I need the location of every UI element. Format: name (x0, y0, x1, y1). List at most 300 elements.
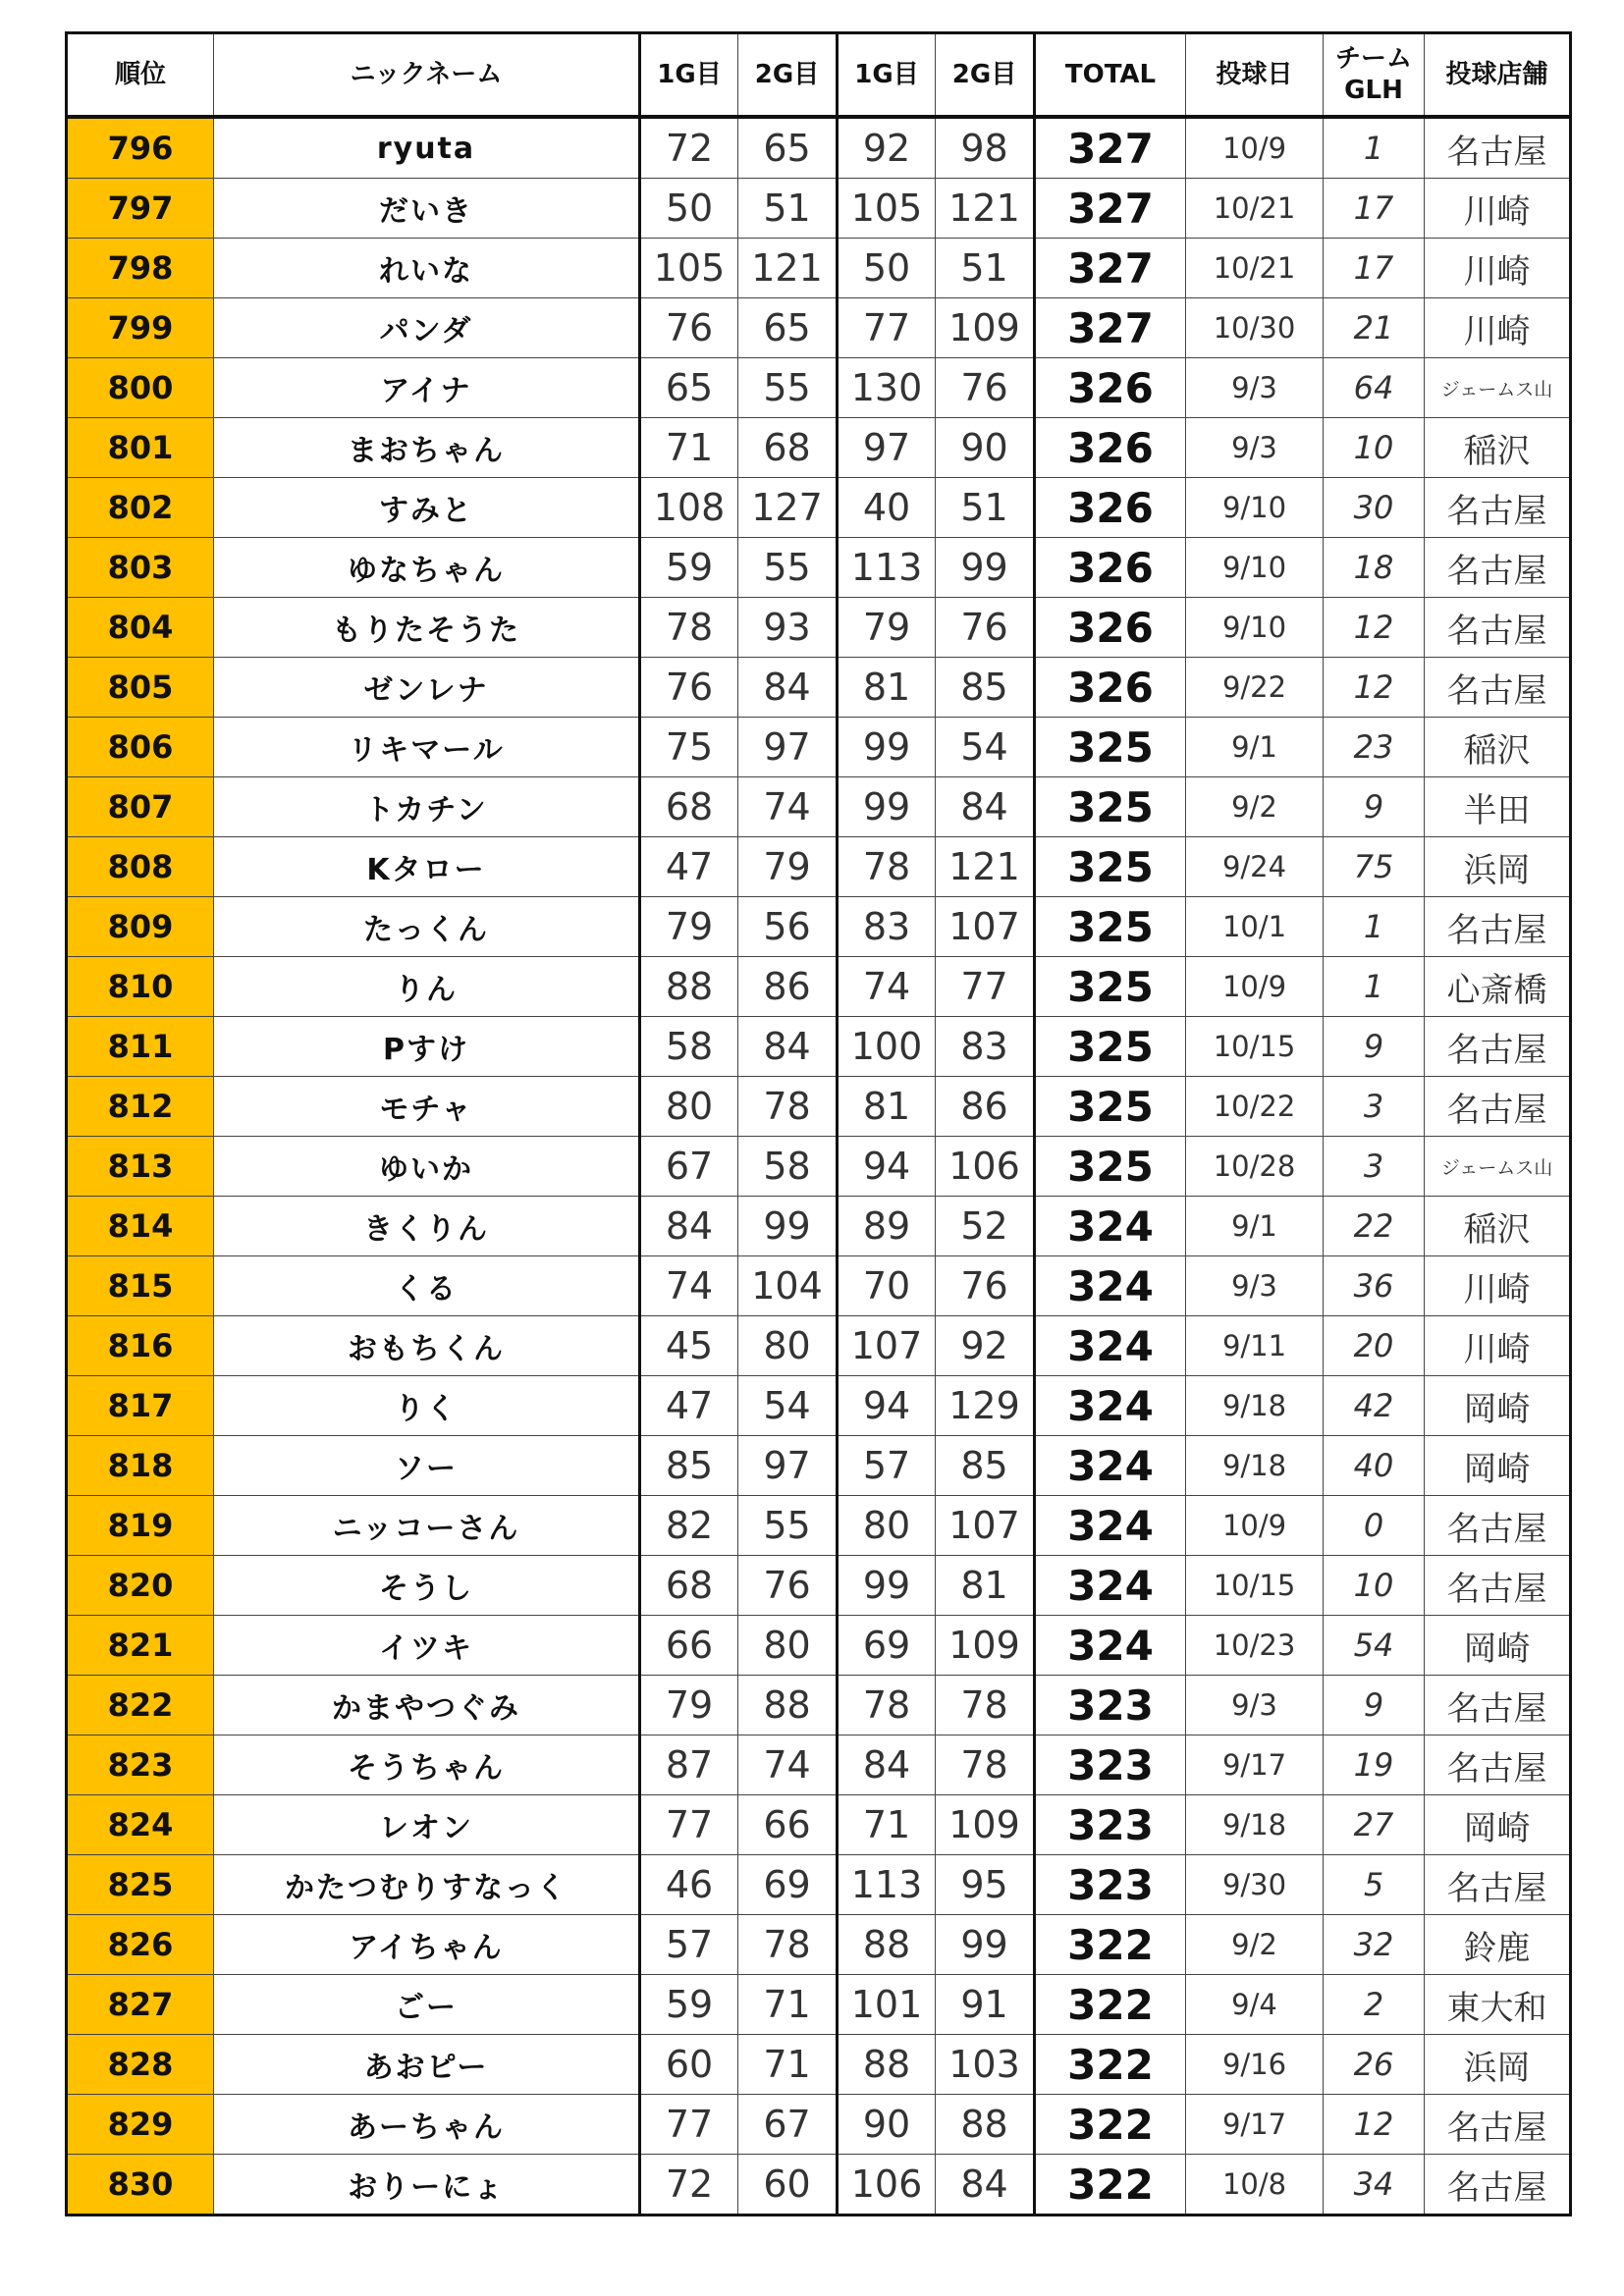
game1a-cell: 72 (640, 2155, 738, 2216)
rank-cell: 830 (67, 2155, 214, 2216)
game2b-cell: 76 (936, 1256, 1035, 1316)
rank-cell: 799 (67, 298, 214, 358)
team-cell: 36 (1324, 1256, 1425, 1316)
game2a-cell: 74 (738, 777, 838, 837)
game2b-cell: 92 (936, 1316, 1035, 1376)
table-header (67, 33, 1571, 118)
game2a-cell: 86 (738, 957, 838, 1017)
nickname-cell: ryuta (214, 117, 640, 179)
rank-cell: 808 (67, 837, 214, 897)
store-cell: 名古屋 (1425, 1496, 1571, 1556)
team-cell: 3 (1324, 1077, 1425, 1137)
date-cell: 10/21 (1186, 179, 1324, 239)
game1a-cell: 74 (640, 1256, 738, 1316)
game2b-cell: 107 (936, 897, 1035, 957)
date-cell: 9/2 (1186, 1915, 1324, 1975)
rank-cell: 820 (67, 1556, 214, 1616)
game1a-cell: 47 (640, 1376, 738, 1436)
game2a-cell: 71 (738, 2035, 838, 2095)
store-cell: 浜岡 (1425, 837, 1571, 897)
game1b-cell: 90 (838, 2095, 936, 2155)
game2b-cell: 107 (936, 1496, 1035, 1556)
store-cell: ジェームス山 (1425, 1137, 1571, 1197)
team-cell: 19 (1324, 1735, 1425, 1795)
header-date: 投球日 (1186, 33, 1324, 118)
nickname-cell: おもちくん (214, 1316, 640, 1376)
date-cell: 9/18 (1186, 1436, 1324, 1496)
team-cell: 5 (1324, 1855, 1425, 1915)
nickname-cell: きくりん (214, 1197, 640, 1256)
store-cell: 岡崎 (1425, 1436, 1571, 1496)
game1b-cell: 79 (838, 598, 936, 658)
game2b-cell: 109 (936, 298, 1035, 358)
date-cell: 10/15 (1186, 1017, 1324, 1077)
game2b-cell: 76 (936, 358, 1035, 418)
game2b-cell: 95 (936, 1855, 1035, 1915)
total-cell: 326 (1035, 418, 1186, 478)
team-cell: 18 (1324, 538, 1425, 598)
game1a-cell: 85 (640, 1436, 738, 1496)
store-cell: 名古屋 (1425, 538, 1571, 598)
store-cell: 川崎 (1425, 179, 1571, 239)
rank-cell: 821 (67, 1616, 214, 1676)
team-cell: 26 (1324, 2035, 1425, 2095)
game1b-cell: 107 (838, 1316, 936, 1376)
team-cell: 34 (1324, 2155, 1425, 2216)
game1b-cell: 99 (838, 1556, 936, 1616)
table-row (67, 358, 1571, 418)
nickname-cell: リキマール (214, 718, 640, 777)
game2a-cell: 60 (738, 2155, 838, 2216)
team-cell: 9 (1324, 1676, 1425, 1735)
team-cell: 12 (1324, 2095, 1425, 2155)
game1a-cell: 72 (640, 117, 738, 179)
table-row (67, 957, 1571, 1017)
date-cell: 9/3 (1186, 1256, 1324, 1316)
rank-cell: 814 (67, 1197, 214, 1256)
rank-cell: 806 (67, 718, 214, 777)
table-row (67, 179, 1571, 239)
rank-cell: 812 (67, 1077, 214, 1137)
store-cell: ジェームス山 (1425, 358, 1571, 418)
nickname-cell: かまやつぐみ (214, 1676, 640, 1735)
header-store: 投球店舗 (1425, 33, 1571, 118)
table-row (67, 1616, 1571, 1676)
total-cell: 325 (1035, 957, 1186, 1017)
game1a-cell: 57 (640, 1915, 738, 1975)
team-cell: 10 (1324, 1556, 1425, 1616)
game1a-cell: 108 (640, 478, 738, 538)
header-row (67, 33, 1571, 118)
header-game2a: 2G目 (738, 33, 838, 118)
team-cell: 12 (1324, 658, 1425, 718)
game2b-cell: 103 (936, 2035, 1035, 2095)
game2b-cell: 106 (936, 1137, 1035, 1197)
total-cell: 325 (1035, 897, 1186, 957)
rank-cell: 796 (67, 117, 214, 179)
game2a-cell: 84 (738, 1017, 838, 1077)
rank-cell: 828 (67, 2035, 214, 2095)
total-cell: 322 (1035, 2095, 1186, 2155)
total-cell: 324 (1035, 1436, 1186, 1496)
nickname-cell: たっくん (214, 897, 640, 957)
date-cell: 9/3 (1186, 358, 1324, 418)
nickname-cell: そうちゃん (214, 1735, 640, 1795)
rank-cell: 811 (67, 1017, 214, 1077)
rank-cell: 807 (67, 777, 214, 837)
date-cell: 9/24 (1186, 837, 1324, 897)
total-cell: 326 (1035, 598, 1186, 658)
nickname-cell: レオン (214, 1795, 640, 1855)
game2a-cell: 99 (738, 1197, 838, 1256)
rank-cell: 804 (67, 598, 214, 658)
store-cell: 岡崎 (1425, 1795, 1571, 1855)
total-cell: 325 (1035, 777, 1186, 837)
store-cell: 鈴鹿 (1425, 1915, 1571, 1975)
date-cell: 9/17 (1186, 1735, 1324, 1795)
team-cell: 1 (1324, 957, 1425, 1017)
store-cell: 川崎 (1425, 1316, 1571, 1376)
game1b-cell: 80 (838, 1496, 936, 1556)
game2b-cell: 51 (936, 478, 1035, 538)
total-cell: 325 (1035, 1137, 1186, 1197)
game1b-cell: 94 (838, 1137, 936, 1197)
game1a-cell: 79 (640, 1676, 738, 1735)
game2a-cell: 69 (738, 1855, 838, 1915)
rank-cell: 816 (67, 1316, 214, 1376)
team-cell: 3 (1324, 1137, 1425, 1197)
game1b-cell: 89 (838, 1197, 936, 1256)
rank-cell: 824 (67, 1795, 214, 1855)
store-cell: 川崎 (1425, 239, 1571, 298)
total-cell: 324 (1035, 1496, 1186, 1556)
header-total: TOTAL (1035, 33, 1186, 118)
ranking-sheet (65, 31, 1569, 2216)
game1a-cell: 50 (640, 179, 738, 239)
game2b-cell: 78 (936, 1735, 1035, 1795)
nickname-cell: アイちゃん (214, 1915, 640, 1975)
date-cell: 10/1 (1186, 897, 1324, 957)
total-cell: 323 (1035, 1795, 1186, 1855)
team-cell: 1 (1324, 897, 1425, 957)
game2a-cell: 79 (738, 837, 838, 897)
game2b-cell: 81 (936, 1556, 1035, 1616)
store-cell: 心斎橋 (1425, 957, 1571, 1017)
total-cell: 324 (1035, 1616, 1186, 1676)
game2a-cell: 55 (738, 1496, 838, 1556)
game2a-cell: 127 (738, 478, 838, 538)
game1a-cell: 77 (640, 1795, 738, 1855)
table-row (67, 478, 1571, 538)
rank-cell: 803 (67, 538, 214, 598)
team-cell: 54 (1324, 1616, 1425, 1676)
team-cell: 30 (1324, 478, 1425, 538)
game2a-cell: 55 (738, 538, 838, 598)
date-cell: 10/21 (1186, 239, 1324, 298)
game1b-cell: 81 (838, 1077, 936, 1137)
team-cell: 20 (1324, 1316, 1425, 1376)
team-cell: 64 (1324, 358, 1425, 418)
game2b-cell: 99 (936, 1915, 1035, 1975)
table-row (67, 1376, 1571, 1436)
game1b-cell: 69 (838, 1616, 936, 1676)
nickname-cell: すみと (214, 478, 640, 538)
total-cell: 322 (1035, 1915, 1186, 1975)
nickname-cell: アイナ (214, 358, 640, 418)
store-cell: 名古屋 (1425, 1077, 1571, 1137)
table-row (67, 837, 1571, 897)
store-cell: 浜岡 (1425, 2035, 1571, 2095)
store-cell: 東大和 (1425, 1975, 1571, 2035)
total-cell: 326 (1035, 658, 1186, 718)
nickname-cell: トカチン (214, 777, 640, 837)
game1b-cell: 50 (838, 239, 936, 298)
store-cell: 川崎 (1425, 298, 1571, 358)
table-row (67, 1975, 1571, 2035)
game2b-cell: 121 (936, 179, 1035, 239)
header-team-line2: GLH (1344, 76, 1403, 105)
nickname-cell: りく (214, 1376, 640, 1436)
game2b-cell: 91 (936, 1975, 1035, 2035)
date-cell: 9/11 (1186, 1316, 1324, 1376)
game2a-cell: 51 (738, 179, 838, 239)
game1b-cell: 70 (838, 1256, 936, 1316)
total-cell: 326 (1035, 478, 1186, 538)
table-row (67, 1556, 1571, 1616)
date-cell: 10/9 (1186, 1496, 1324, 1556)
game1a-cell: 88 (640, 957, 738, 1017)
team-cell: 2 (1324, 1975, 1425, 2035)
game1b-cell: 88 (838, 2035, 936, 2095)
table-row (67, 658, 1571, 718)
team-cell: 9 (1324, 1017, 1425, 1077)
table-row (67, 777, 1571, 837)
store-cell: 名古屋 (1425, 658, 1571, 718)
game1a-cell: 87 (640, 1735, 738, 1795)
team-cell: 42 (1324, 1376, 1425, 1436)
game1a-cell: 105 (640, 239, 738, 298)
game2b-cell: 85 (936, 658, 1035, 718)
game1a-cell: 71 (640, 418, 738, 478)
nickname-cell: あーちゃん (214, 2095, 640, 2155)
game2a-cell: 78 (738, 1077, 838, 1137)
team-cell: 32 (1324, 1915, 1425, 1975)
total-cell: 323 (1035, 1735, 1186, 1795)
date-cell: 9/18 (1186, 1795, 1324, 1855)
store-cell: 稲沢 (1425, 1197, 1571, 1256)
game1b-cell: 94 (838, 1376, 936, 1436)
total-cell: 324 (1035, 1256, 1186, 1316)
game1a-cell: 77 (640, 2095, 738, 2155)
game1b-cell: 83 (838, 897, 936, 957)
game2b-cell: 54 (936, 718, 1035, 777)
game1b-cell: 97 (838, 418, 936, 478)
rank-cell: 802 (67, 478, 214, 538)
game1a-cell: 79 (640, 897, 738, 957)
game2a-cell: 65 (738, 298, 838, 358)
nickname-cell: ごー (214, 1975, 640, 2035)
game2b-cell: 129 (936, 1376, 1035, 1436)
game1b-cell: 81 (838, 658, 936, 718)
nickname-cell: ニッコーさん (214, 1496, 640, 1556)
team-cell: 17 (1324, 239, 1425, 298)
total-cell: 325 (1035, 837, 1186, 897)
rank-cell: 810 (67, 957, 214, 1017)
game1b-cell: 99 (838, 777, 936, 837)
date-cell: 10/28 (1186, 1137, 1324, 1197)
table-row (67, 1077, 1571, 1137)
table-row (67, 1197, 1571, 1256)
game1b-cell: 74 (838, 957, 936, 1017)
nickname-cell: だいき (214, 179, 640, 239)
game2a-cell: 88 (738, 1676, 838, 1735)
header-game1a: 1G目 (640, 33, 738, 118)
nickname-cell: りん (214, 957, 640, 1017)
game2b-cell: 77 (936, 957, 1035, 1017)
total-cell: 324 (1035, 1197, 1186, 1256)
team-cell: 40 (1324, 1436, 1425, 1496)
store-cell: 川崎 (1425, 1256, 1571, 1316)
nickname-cell: Kタロー (214, 837, 640, 897)
game1b-cell: 78 (838, 837, 936, 897)
game1a-cell: 66 (640, 1616, 738, 1676)
date-cell: 10/15 (1186, 1556, 1324, 1616)
game1a-cell: 60 (640, 2035, 738, 2095)
game2b-cell: 99 (936, 538, 1035, 598)
store-cell: 名古屋 (1425, 1855, 1571, 1915)
game2b-cell: 109 (936, 1616, 1035, 1676)
header-nickname: ニックネーム (214, 33, 640, 118)
game1a-cell: 80 (640, 1077, 738, 1137)
rank-cell: 797 (67, 179, 214, 239)
game2a-cell: 58 (738, 1137, 838, 1197)
rank-cell: 817 (67, 1376, 214, 1436)
total-cell: 327 (1035, 298, 1186, 358)
game1a-cell: 68 (640, 1556, 738, 1616)
rank-cell: 829 (67, 2095, 214, 2155)
rank-cell: 823 (67, 1735, 214, 1795)
game2b-cell: 84 (936, 2155, 1035, 2216)
game2a-cell: 76 (738, 1556, 838, 1616)
store-cell: 岡崎 (1425, 1616, 1571, 1676)
rank-cell: 826 (67, 1915, 214, 1975)
ranking-table (65, 31, 1572, 2216)
nickname-cell: Pすけ (214, 1017, 640, 1077)
game1a-cell: 76 (640, 298, 738, 358)
date-cell: 9/22 (1186, 658, 1324, 718)
date-cell: 10/23 (1186, 1616, 1324, 1676)
date-cell: 9/1 (1186, 1197, 1324, 1256)
date-cell: 10/9 (1186, 957, 1324, 1017)
game1b-cell: 84 (838, 1735, 936, 1795)
game2a-cell: 97 (738, 718, 838, 777)
game1b-cell: 92 (838, 117, 936, 179)
game1b-cell: 113 (838, 538, 936, 598)
game1a-cell: 68 (640, 777, 738, 837)
total-cell: 324 (1035, 1316, 1186, 1376)
store-cell: 名古屋 (1425, 2155, 1571, 2216)
game2b-cell: 90 (936, 418, 1035, 478)
game2a-cell: 54 (738, 1376, 838, 1436)
nickname-cell: れいな (214, 239, 640, 298)
rank-cell: 819 (67, 1496, 214, 1556)
game1b-cell: 105 (838, 179, 936, 239)
rank-cell: 827 (67, 1975, 214, 2035)
table-row (67, 298, 1571, 358)
store-cell: 名古屋 (1425, 1556, 1571, 1616)
total-cell: 325 (1035, 1077, 1186, 1137)
nickname-cell: ゼンレナ (214, 658, 640, 718)
table-row (67, 1855, 1571, 1915)
game2b-cell: 121 (936, 837, 1035, 897)
store-cell: 名古屋 (1425, 2095, 1571, 2155)
table-row (67, 2095, 1571, 2155)
game2a-cell: 97 (738, 1436, 838, 1496)
nickname-cell: そうし (214, 1556, 640, 1616)
game1b-cell: 78 (838, 1676, 936, 1735)
date-cell: 9/10 (1186, 478, 1324, 538)
table-row (67, 1316, 1571, 1376)
nickname-cell: ソー (214, 1436, 640, 1496)
game2a-cell: 55 (738, 358, 838, 418)
game1b-cell: 99 (838, 718, 936, 777)
date-cell: 9/10 (1186, 598, 1324, 658)
table-row (67, 1735, 1571, 1795)
store-cell: 名古屋 (1425, 598, 1571, 658)
team-cell: 22 (1324, 1197, 1425, 1256)
table-row (67, 239, 1571, 298)
team-cell: 9 (1324, 777, 1425, 837)
table-row (67, 1676, 1571, 1735)
date-cell: 9/16 (1186, 2035, 1324, 2095)
total-cell: 327 (1035, 179, 1186, 239)
game2b-cell: 85 (936, 1436, 1035, 1496)
game1a-cell: 58 (640, 1017, 738, 1077)
game2b-cell: 76 (936, 598, 1035, 658)
total-cell: 325 (1035, 1017, 1186, 1077)
table-row (67, 117, 1571, 179)
date-cell: 9/10 (1186, 538, 1324, 598)
team-cell: 17 (1324, 179, 1425, 239)
header-team (1324, 33, 1425, 118)
game1a-cell: 59 (640, 1975, 738, 2035)
game2a-cell: 78 (738, 1915, 838, 1975)
total-cell: 322 (1035, 1975, 1186, 2035)
team-cell: 27 (1324, 1795, 1425, 1855)
header-game1b: 1G目 (838, 33, 936, 118)
game2b-cell: 84 (936, 777, 1035, 837)
rank-cell: 818 (67, 1436, 214, 1496)
table-row (67, 1915, 1571, 1975)
rank-cell: 798 (67, 239, 214, 298)
game1b-cell: 57 (838, 1436, 936, 1496)
game1a-cell: 45 (640, 1316, 738, 1376)
team-cell: 10 (1324, 418, 1425, 478)
game2a-cell: 67 (738, 2095, 838, 2155)
game2b-cell: 109 (936, 1795, 1035, 1855)
date-cell: 9/1 (1186, 718, 1324, 777)
game1b-cell: 101 (838, 1975, 936, 2035)
table-row (67, 897, 1571, 957)
game1a-cell: 67 (640, 1137, 738, 1197)
game1b-cell: 100 (838, 1017, 936, 1077)
game1b-cell: 106 (838, 2155, 936, 2216)
total-cell: 326 (1035, 358, 1186, 418)
date-cell: 9/30 (1186, 1855, 1324, 1915)
table-row (67, 1017, 1571, 1077)
game2a-cell: 66 (738, 1795, 838, 1855)
nickname-cell: モチャ (214, 1077, 640, 1137)
